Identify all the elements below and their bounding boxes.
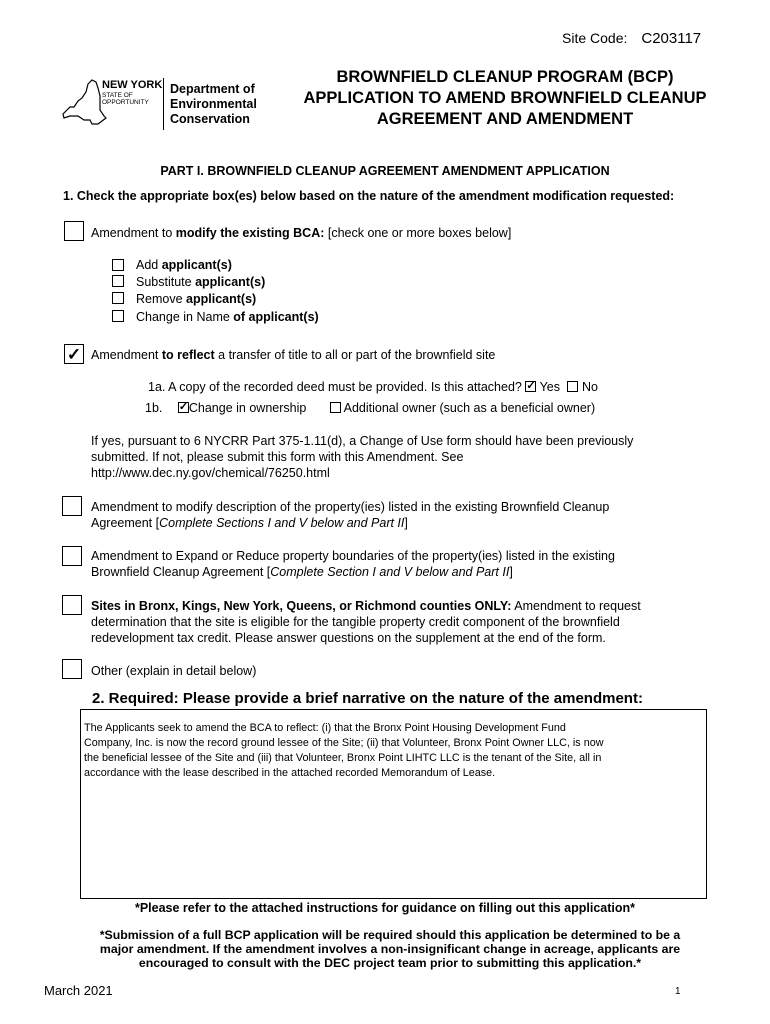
question-2: 2. Required: Please provide a brief narrative on the nature of the amendment: (92, 690, 643, 707)
question-1a: 1a. A copy of the recorded deed must be provided. Is this attached? ✓ Yes No (148, 379, 598, 395)
deed-no-checkbox[interactable] (567, 381, 578, 392)
footer-date: March 2021 (44, 983, 113, 998)
remove-applicant-label: Remove applicant(s) (136, 292, 257, 306)
logo-divider (163, 78, 164, 130)
change-of-use-link[interactable]: http://www.dec.ny.gov/chemical/76250.html (91, 466, 330, 480)
modify-description-label: Amendment to modify description of the property(ies) listed in the existing Brownfield Cleanup Agreement [Complete Sections I and V below and Part II] (91, 500, 610, 530)
add-applicant-checkbox[interactable] (112, 259, 124, 271)
additional-owner-checkbox[interactable] (330, 402, 341, 413)
page-number: 1 (675, 986, 681, 997)
substitute-applicant-checkbox[interactable] (112, 275, 124, 287)
site-code-value: C203117 (641, 30, 702, 47)
transfer-title-label: Amendment to reflect a transfer of title to all or part of the brownfield site (91, 348, 496, 362)
expand-reduce-label: Amendment to Expand or Reduce property boundaries of the property(ies) listed in the existing Brownfield Cleanup Agreement [Complete Section I and V below and Part II] (91, 549, 615, 579)
document-title: BROWNFIELD CLEANUP PROGRAM (BCP) APPLICATION TO AMEND BROWNFIELD CLEANUP AGREEMENT AND AMENDMENT (303, 68, 707, 128)
instructions-note: *Please refer to the attached instructions for guidance on filling out this application* (134, 901, 636, 915)
modify-description-checkbox[interactable] (62, 496, 82, 516)
narrative-textarea[interactable]: The Applicants seek to amend the BCA to reflect: (i) that the Bronx Point Housing Development Fund Company, Inc. is now the record ground lessee of the Site; (ii) that Volunteer, Bronx Point Owner LLC, is now the beneficial lessee of the Site and (iii) that Volunteer, Bronx Point LIHTC LLC is the tenant of the Site, all in accordance with the lease described in the attached recorded Memorandum of Lease. (80, 709, 707, 899)
modify-bca-label: Amendment to modify the existing BCA: [check one or more boxes below] (91, 226, 512, 240)
expand-reduce-checkbox[interactable] (62, 546, 82, 566)
logo-state-of-opportunity: STATE OF OPPORTUNITY (102, 92, 149, 106)
logo-department-name: Department of Environmental Conservation (170, 82, 257, 126)
change-name-checkbox[interactable] (112, 310, 124, 322)
submission-warning: *Submission of a full BCP application will be required should this application be determined to be a major amendment. If the amendment involves a non-insignificant change in acreage, applicants are encouraged to consult with the DEC project team prior to submitting this application.* (99, 928, 681, 970)
substitute-applicant-label: Substitute applicant(s) (136, 275, 266, 289)
sites-nyc-label: Sites in Bronx, Kings, New York, Queens, or Richmond counties ONLY: Amendment to request determination that the site is eligible for the tangible property credit component of the brownfield redevelopment tax credit. Please answer questions on the supplement at the end of the form. (91, 599, 641, 645)
change-name-label: Change in Name of applicant(s) (136, 310, 319, 324)
check-mark-icon: ✓ (66, 345, 82, 364)
logo-new-york: NEW YORK (102, 79, 163, 91)
remove-applicant-checkbox[interactable] (112, 292, 124, 304)
sites-nyc-checkbox[interactable] (62, 595, 82, 615)
site-code-label: Site Code: (562, 30, 628, 46)
change-ownership-checkbox[interactable] (178, 402, 189, 413)
other-checkbox[interactable] (62, 659, 82, 679)
transfer-title-checkbox[interactable] (64, 344, 84, 364)
modify-bca-checkbox[interactable] (64, 221, 84, 241)
add-applicant-label: Add applicant(s) (136, 258, 232, 272)
if-yes-paragraph: If yes, pursuant to 6 NYCRR Part 375-1.11(d), a Change of Use form should have been previously submitted. If not, please submit this form with this Amendment. See http://www.dec.ny.gov/chemical/76250.html (91, 434, 634, 480)
question-1b: 1b. ✓ Change in ownership Additional owner (such as a beneficial owner) (145, 400, 595, 416)
deed-yes-checkbox[interactable] (525, 381, 536, 392)
nysdec-logo (60, 68, 270, 138)
other-label: Other (explain in detail below) (91, 664, 257, 678)
question-1: 1. Check the appropriate box(es) below based on the nature of the amendment modification requested: (63, 189, 675, 203)
part-heading: PART I. BROWNFIELD CLEANUP AGREEMENT AMENDMENT APPLICATION (160, 164, 610, 178)
site-code (562, 30, 701, 47)
